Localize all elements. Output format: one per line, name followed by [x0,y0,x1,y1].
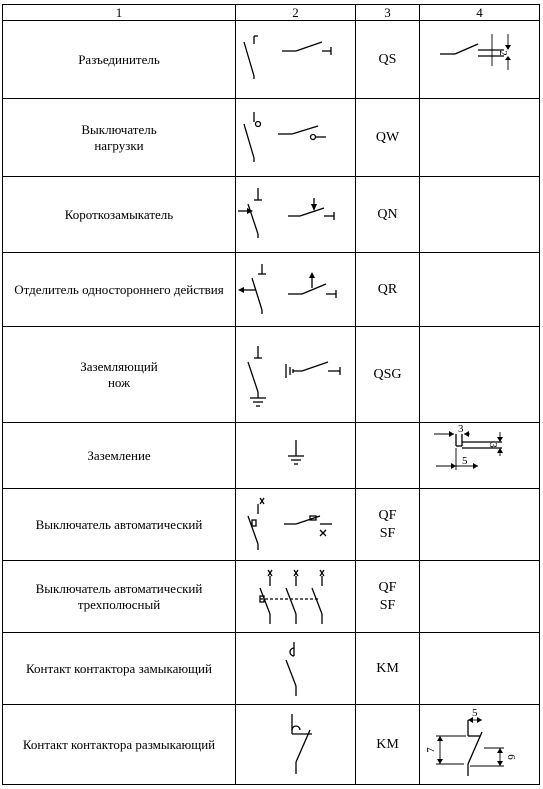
row-code [356,423,420,489]
table-row [3,561,540,633]
row-code: QS [356,21,420,99]
table-row [3,253,540,327]
earthing-switch-short-circuiter-symbol [236,177,356,253]
column-header-1: 1 [3,5,236,21]
dimension-label: 2 [497,49,509,56]
dimension-label: 5 [462,454,468,467]
table-row [3,327,540,423]
empty-cell [420,489,540,561]
table-row [3,21,540,99]
dimension-label: 7 [425,746,437,753]
grounding-knife-symbol [236,327,356,423]
row-code: QSG [356,327,420,423]
symbols-table [2,4,540,785]
row-code: KM [356,705,420,785]
table-row [3,99,540,177]
row-name: Выключатель нагрузки [3,99,236,177]
three-pole-breaker-symbol [236,561,356,633]
column-header-2: 2 [236,5,356,21]
table-row [3,489,540,561]
disconnector-symbol [236,21,356,99]
row-code: QR [356,253,420,327]
dimension-label: 3 [458,423,464,435]
load-switch-symbol [236,99,356,177]
table-row [3,705,540,785]
row-code: QW [356,99,420,177]
circuit-breaker-symbol [236,489,356,561]
make-contact-symbol [236,633,356,705]
dimension-label: 5 [472,706,478,719]
ground-dimensions [420,423,540,489]
column-header-4: 4 [420,5,540,21]
row-code: QN [356,177,420,253]
table-row [3,633,540,705]
table-row [3,423,540,489]
row-name: Контакт контактора размыкающий [3,705,236,785]
empty-cell [420,99,540,177]
break-contact-symbol [236,705,356,785]
row-name: Выключатель автоматический трехполюсный [3,561,236,633]
one-way-separator-symbol [236,253,356,327]
empty-cell [420,633,540,705]
row-name: Заземление [3,423,236,489]
empty-cell [420,177,540,253]
dimension-label: 6 [505,753,517,760]
row-name: Заземляющий нож [3,327,236,423]
break-contact-dimensions [420,705,540,785]
row-code: QF SF [356,561,420,633]
ground-symbol [236,423,356,489]
empty-cell [420,327,540,423]
row-name: Отделитель одностороннего действия [3,253,236,327]
row-name: Короткозамыкатель [3,177,236,253]
column-header-3: 3 [356,5,420,21]
row-name: Разъединитель [3,21,236,99]
disconnector-dimensions [420,21,540,99]
row-name: Выключатель автоматический [3,489,236,561]
row-code: QF SF [356,489,420,561]
row-code: KM [356,633,420,705]
row-name: Контакт контактора замыкающий [3,633,236,705]
empty-cell [420,253,540,327]
empty-cell [420,561,540,633]
table-header-row [3,5,540,21]
dimension-label: 3 [487,441,499,448]
table-row [3,177,540,253]
